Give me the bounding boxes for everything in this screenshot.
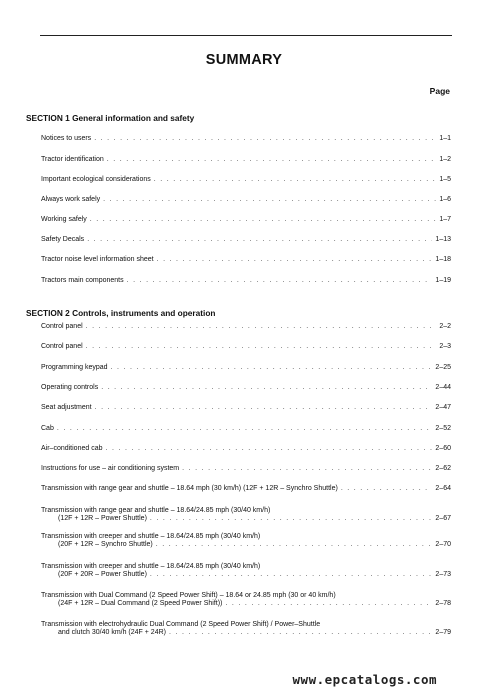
dot-leader: [86, 343, 437, 351]
toc-entry-label: Working safely: [41, 216, 87, 223]
dot-leader: [94, 135, 436, 143]
toc-entry[interactable]: [41, 236, 451, 244]
section-heading: SECTION 1 General information and safety: [26, 113, 195, 123]
toc-entry-label: Transmission with creeper and shuttle – 18.64/24.85 mph (30/40 km/h): [41, 563, 261, 570]
toc-entry-label: Seat adjustment: [41, 404, 92, 411]
toc-page-number: 2–47: [435, 404, 451, 411]
toc-entry[interactable]: [41, 465, 451, 473]
dot-leader: [101, 384, 432, 392]
toc-page-number: 2–79: [435, 629, 451, 636]
toc-entry[interactable]: [41, 277, 451, 285]
toc-page-number: 1–13: [435, 236, 451, 243]
toc-page-number: 2–2: [439, 323, 451, 330]
toc-entry-label-continued: (24F + 12R – Dual Command (2 Speed Power Shift)): [58, 600, 223, 607]
section-heading: SECTION 2 Controls, instruments and operation: [26, 308, 216, 318]
toc-entry-label: Cab: [41, 425, 54, 432]
toc-page-number: 1–1: [439, 135, 451, 142]
dot-leader: [182, 465, 432, 473]
dot-leader: [103, 196, 436, 204]
toc-entry[interactable]: [41, 533, 451, 549]
toc-entry[interactable]: [41, 563, 451, 579]
toc-page-number: 2–62: [435, 465, 451, 472]
dot-leader: [154, 176, 437, 184]
toc-page-number: 2–3: [439, 343, 451, 350]
dot-leader: [90, 216, 437, 224]
toc-entry-label: Important ecological considerations: [41, 176, 151, 183]
toc-entry[interactable]: [41, 404, 451, 412]
toc-entry-label-continued: (20F + 12R – Synchro Shuttle): [58, 541, 153, 548]
toc-entry-label: Operating controls: [41, 384, 99, 391]
top-rule: [40, 35, 452, 36]
toc-page-number: 1–2: [439, 156, 451, 163]
toc-entry[interactable]: [41, 445, 451, 453]
toc-entry[interactable]: [41, 592, 451, 608]
toc-page-number: 2–52: [435, 425, 451, 432]
toc-entry-label: Control panel: [41, 343, 83, 350]
toc-entry-label: Transmission with creeper and shuttle – 18.64/24.85 mph (30/40 km/h): [41, 533, 261, 540]
toc-page-number: 1–5: [439, 176, 451, 183]
watermark-url: www.epcatalogs.com: [292, 672, 437, 687]
toc-page-number: 2–70: [435, 541, 451, 548]
toc-entry-label: Instructions for use – air conditioning system: [41, 465, 180, 472]
toc-entry-label: Safety Decals: [41, 236, 85, 243]
dot-leader: [111, 364, 433, 372]
toc-entry[interactable]: [41, 176, 451, 184]
toc-page-number: 2–73: [435, 571, 451, 578]
toc-page-number: 2–78: [435, 600, 451, 607]
dot-leader: [57, 425, 433, 433]
toc-entry[interactable]: [41, 196, 451, 204]
toc-page-number: 1–6: [439, 196, 451, 203]
toc-entry[interactable]: [41, 256, 451, 264]
toc-entry-label-continued: (12F + 12R – Power Shuttle): [58, 515, 147, 522]
toc-entry-label: Always work safely: [41, 196, 101, 203]
toc-entry-label: Transmission with range gear and shuttle – 18.64/24.85 mph (30/40 km/h): [41, 507, 271, 514]
toc-entry[interactable]: [41, 135, 451, 143]
dot-leader: [150, 515, 433, 523]
dot-leader: [106, 445, 433, 453]
toc-entry[interactable]: [41, 621, 451, 637]
toc-page-number: 2–67: [435, 515, 451, 522]
toc-entry-label-continued: (20F + 20R – Power Shuttle): [58, 571, 147, 578]
toc-entry-label: Transmission with electrohydraulic Dual Command (2 Speed Power Shift) / Power–Shuttle: [41, 621, 321, 628]
dot-leader: [157, 256, 433, 264]
dot-leader: [225, 600, 432, 608]
dot-leader: [150, 571, 433, 579]
toc-entry[interactable]: [41, 384, 451, 392]
toc-entry-label-continued: and clutch 30/40 km/h (24F + 24R): [58, 629, 166, 636]
dot-leader: [169, 629, 432, 637]
dot-leader: [341, 485, 433, 493]
toc-entry[interactable]: [41, 485, 451, 493]
page-column-header: Page: [429, 86, 450, 96]
toc-page-number: 2–64: [435, 485, 451, 492]
dot-leader: [95, 404, 433, 412]
page-title: SUMMARY: [205, 52, 283, 68]
toc-entry-label: Tractor noise level information sheet: [41, 256, 154, 263]
dot-leader: [86, 323, 437, 331]
dot-leader: [127, 277, 433, 285]
toc-entry-label: Air–conditioned cab: [41, 445, 103, 452]
dot-leader: [107, 156, 437, 164]
toc-page-number: 1–19: [435, 277, 451, 284]
toc-entry[interactable]: [41, 507, 451, 523]
toc-entry[interactable]: [41, 364, 451, 372]
dot-leader: [156, 541, 433, 549]
toc-entry[interactable]: [41, 216, 451, 224]
toc-entry-label: Tractor identification: [41, 156, 104, 163]
toc-entry-label: Tractors main components: [41, 277, 124, 284]
dot-leader: [87, 236, 432, 244]
toc-entry[interactable]: [41, 156, 451, 164]
toc-page-number: 2–25: [435, 364, 451, 371]
toc-entry[interactable]: [41, 425, 451, 433]
toc-entry-label: Transmission with Dual Command (2 Speed Power Shift) – 18.64 or 24.85 mph (30 or 40 km/h): [41, 592, 336, 599]
toc-page-number: 2–44: [435, 384, 451, 391]
toc-page-number: 2–60: [435, 445, 451, 452]
toc-page-number: 1–7: [439, 216, 451, 223]
toc-entry[interactable]: [41, 343, 451, 351]
toc-page-number: 1–18: [435, 256, 451, 263]
toc-entry[interactable]: [41, 323, 451, 331]
toc-entry-label: Transmission with range gear and shuttle – 18.64 mph (30 km/h) (12F + 12R – Synchro Shuttle): [41, 485, 338, 492]
toc-entry-label: Programming keypad: [41, 364, 108, 371]
toc-entry-label: Notices to users: [41, 135, 92, 142]
toc-entry-label: Control panel: [41, 323, 83, 330]
